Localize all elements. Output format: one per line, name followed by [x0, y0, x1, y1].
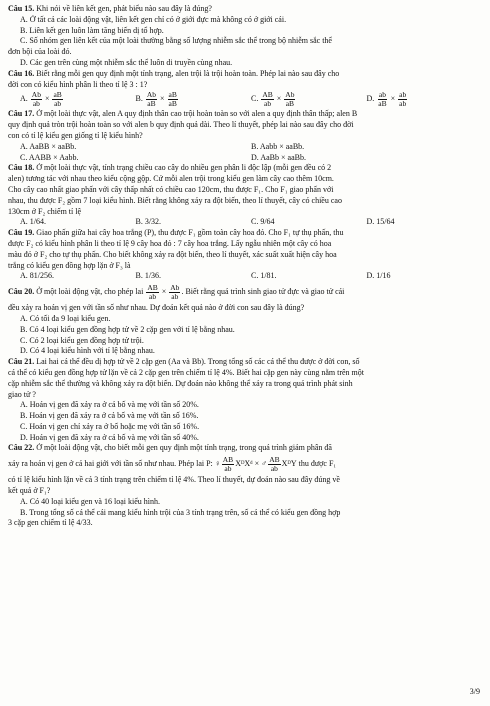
question-stem: 130cm ở F₂ chiếm tỉ lệ — [8, 206, 82, 216]
question-17 — [8, 109, 482, 163]
option-c: C. Hoán vị gen chỉ xảy ra ở bố hoặc mẹ với tần số 16%. — [20, 421, 200, 431]
option-b: B. Trong tổng số cá thể cái mang kiểu hình trội của 3 tính trạng trên, số cá thể có kiểu gen đồng hợp — [20, 507, 341, 517]
question-title: Câu 22. — [8, 443, 35, 453]
genotype-fraction: $\frac{aB}{ab}$ — [53, 90, 62, 109]
question-20: Câu 20. Ở một loài động vật, cho phép lai $\frac{AB}{ab}$ × $\frac{Ab}{ab}$ . Biết rằng quá trình sinh giao tử đực và giao tử cái đều xảy ra hoán vị gen với tần số như nhau. Dự đoán kết quả nào ở đời con sau đây là đúng? A. Có tối đa 9 loại kiểu gen. B. Có 4 loại kiểu gen đồng hợp tử về 2 cặp gen với tỉ lệ bằng nhau. C. Có 2 loại kiểu gen đồng hợp tử trội. D. Có 4 loại kiểu hình với tỉ lệ bằng nhau. — [8, 282, 482, 357]
option-c: C. $\frac{AB}{ab}$ × $\frac{Ab}{aB}$ — [251, 90, 295, 109]
question-18 — [8, 163, 482, 228]
genotype-fraction: $\frac{Ab}{aB}$ — [146, 90, 157, 109]
option-b: B. Aabb × aaBb. — [251, 141, 305, 151]
option-b: B. Có 4 loại kiểu gen đồng hợp tử về 2 cặp gen với tỉ lệ bằng nhau. — [20, 324, 235, 334]
option-b: B. Hoán vị gen đã xảy ra ở cả bố và mẹ với tần số 16%. — [20, 411, 199, 421]
question-stem: nhau, thu được F₂ gồm 7 loại kiểu hình. Biết rằng không xảy ra đột biến, theo lí thuyết, cây có chiều cao — [8, 195, 342, 205]
question-stem: Ở một loài động vật, cho phép lai — [36, 287, 144, 297]
option-c-cont: đơn bội của loài đó. — [8, 47, 72, 57]
options-row — [8, 153, 482, 164]
question-stem: . Biết rằng quá trình sinh giao tử đực và giao tử cái — [181, 287, 345, 297]
page-number: 3/9 — [469, 687, 480, 697]
option-d: D. $\frac{ab}{aB}$ × $\frac{ab}{ab}$ — [366, 90, 407, 109]
question-21 — [8, 357, 482, 443]
question-22: Câu 22. Ở một loài động vật, cho biết mỗi gen quy định một tính trạng, trong quá trình giảm phân đã xảy ra hoán vị gen ở cả hai giới với tần số như nhau. Phép lai P: ♀ $\frac{AB}{ab}$ XᴰXᵈ × ♂ $\frac{AB}{ab}$ XᴰY thu được F₁ có tỉ lệ kiểu hình lặn về cả 3 tính trạng trên chiếm tỉ lệ 4%. Theo lí thuyết, dự đoán nào sau đây đúng về kết quả ở F₁? A. Có 40 loại kiểu gen và 16 loại kiểu hình. B. Trong tổng số cá thể cái mang kiểu hình trội của 3 tính trạng trên, số cá thể có kiểu gen đồng hợp 3 cặp gen chiếm tỉ lệ 4/33. — [8, 443, 482, 529]
question-stem: đời con có kiểu hình phân li theo tỉ lệ 3 : 1? — [8, 79, 148, 89]
genotype-fraction: $\frac{aB}{aB}$ — [168, 90, 177, 109]
option-c: C. 1/81. — [251, 271, 277, 281]
fraction-options — [8, 90, 482, 109]
option-a: A. 1/64. — [20, 217, 46, 227]
question-stem: trắng có kiểu gen đồng hợp lặn ở F₃ là — [8, 260, 131, 270]
option-a: A. AaBB × aaBb. — [20, 141, 77, 151]
question-title: Câu 15. — [8, 4, 35, 13]
question-stem: giao tử ? — [8, 389, 36, 399]
option-a: A. Có tối đa 9 loại kiểu gen. — [20, 313, 111, 323]
genotype-fraction: $\frac{Ab}{ab}$ — [31, 90, 41, 109]
option-d: D. 1/16 — [366, 271, 391, 281]
option-a: A. Ở tất cả các loài động vật, liên kết gen chỉ có ở giới đực mà không có ở giới cái. — [20, 14, 287, 24]
question-stem: cặp nhiễm sắc thể thường và không xảy ra đột biến. Dự đoán nào không thể xảy ra trong quá trình phát sinh — [8, 378, 353, 388]
question-stem: Biết rằng mỗi gen quy định một tính trạng, alen trội là trội hoàn toàn. Phép lai nào sau đây cho — [36, 68, 340, 78]
question-stem: Ở một loài thực vật, alen A quy định thân cao trội hoàn toàn so với alen a quy định thân thấp; alen B — [36, 109, 358, 119]
genotype-fraction: $\frac{AB}{ab}$ — [262, 90, 273, 109]
question-stem: đều xảy ra hoán vị gen với tần số như nhau. Dự đoán kết quả nào ở đời con sau đây là đúng? — [8, 303, 305, 313]
genotype-fraction: $\frac{ab}{aB}$ — [378, 90, 387, 109]
question-title: Câu 16. — [8, 68, 35, 78]
genotype-fraction: $\frac{AB}{ab}$ — [147, 283, 158, 302]
question-stem: được F₂ có kiểu hình phân li theo tỉ lệ 9 cây hoa đỏ : 7 cây hoa trắng. Lấy ngẫu nhiên một cây có hoa — [8, 238, 332, 248]
option-c: C. Có 2 loại kiểu gen đồng hợp tử trội. — [20, 335, 144, 345]
option-c: C. 9/64 — [251, 217, 275, 227]
genotype-fraction: $\frac{AB}{ab}$ — [222, 455, 234, 474]
option-b-cont: 3 cặp gen chiếm tỉ lệ 4/33. — [8, 518, 93, 528]
genotype-fraction: $\frac{Ab}{aB}$ — [285, 90, 295, 109]
question-stem: có tỉ lệ kiểu hình lặn về cả 3 tính trạng trên chiếm tỉ lệ 4%. Theo lí thuyết, dự đoán nào sau đây đúng về — [8, 475, 340, 485]
question-stem: kết quả ở F₁? — [8, 486, 51, 496]
genotype-fraction: $\frac{ab}{ab}$ — [399, 90, 407, 109]
question-stem: xảy ra hoán vị gen ở cả hai giới với tần số như nhau. Phép lai P: — [8, 459, 213, 469]
question-stem: quy định quả tròn trội hoàn toàn so với alen b quy định quả dài. Theo lí thuyết, phép lai nào sau đây cho đời — [8, 120, 354, 130]
option-a: A. Hoán vị gen đã xảy ra ở cả bố và mẹ với tần số 20%. — [20, 400, 199, 410]
question-stem: alen) tương tác với nhau theo kiểu cộng gộp. Cứ mỗi alen trội trong kiểu gen làm cây cao thêm 10cm. — [8, 174, 334, 184]
option-b: B. 3/32. — [135, 217, 162, 227]
question-title: Câu 20. — [8, 287, 35, 297]
option-a: A. 81/256. — [20, 271, 54, 281]
male-symbol: ♂ — [261, 459, 268, 469]
option-label: C. — [251, 94, 259, 104]
question-stem: Ở một loài thực vật, tính trạng chiều cao cây do nhiều gen phân li độc lập (mỗi gen đều có 2 — [36, 163, 332, 173]
option-c: C. Số nhóm gen liên kết của một loài thường bằng số lượng nhiễm sắc thể trong bộ nhiễm sắc thể — [20, 36, 332, 46]
option-d: D. AaBb × aaBb. — [251, 152, 306, 162]
question-stem: Khi nói về liên kết gen, phát biểu nào sau đây là đúng? — [36, 4, 212, 13]
question-stem: màu đỏ ở F₂ cho tự thụ phấn. Cho biết không xảy ra đột biến, theo lí thuyết, xác suất xuất hiện cây hoa — [8, 249, 337, 259]
options-row — [8, 217, 482, 228]
question-15 — [8, 4, 482, 69]
option-d: D. Hoán vị gen đã xảy ra ở cả bố và mẹ với tần số 40%. — [20, 432, 199, 442]
option-d: D. Có 4 loại kiểu hình với tỉ lệ bằng nhau. — [20, 346, 155, 356]
question-stem: Ở một loài động vật, cho biết mỗi gen quy định một tính trạng, trong quá trình giảm phân đã — [36, 443, 332, 453]
option-b: B. 1/36. — [135, 271, 162, 281]
option-a: A. Có 40 loại kiểu gen và 16 loại kiểu hình. — [20, 496, 160, 506]
option-label: D. — [366, 94, 375, 104]
question-stem: cá thể có kiểu gen đồng hợp tử lặn về cả 2 cặp gen trên chiếm tỉ lệ 4%. Biết hai cặp gen này cùng nằm trên một — [8, 367, 364, 377]
options-row — [8, 142, 482, 153]
option-a: A. $\frac{Ab}{ab}$ × $\frac{aB}{ab}$ — [20, 90, 62, 109]
sex-chromosome: XᴰY — [281, 459, 297, 469]
option-b: B. Liên kết gen luôn làm tăng biến dị tổ hợp. — [20, 25, 164, 35]
option-label: A. — [20, 94, 28, 104]
female-symbol: ♀ — [214, 459, 221, 469]
sex-chromosome: XᴰXᵈ — [235, 459, 253, 469]
option-b: B. $\frac{Ab}{aB}$ × $\frac{aB}{aB}$ — [135, 90, 177, 109]
genotype-fraction: $\frac{AB}{ab}$ — [269, 455, 280, 474]
question-stem: thu được F₁ — [298, 459, 337, 469]
question-stem: con có tỉ lệ kiểu gen giống tỉ lệ kiểu hình? — [8, 130, 143, 140]
question-title: Câu 19. — [8, 228, 35, 238]
genotype-fraction: $\frac{Ab}{ab}$ — [170, 283, 180, 302]
question-stem: Giao phấn giữa hai cây hoa trắng (P), thu được F₁ gồm toàn cây hoa đỏ. Cho F₁ tự thụ phấn, thu — [36, 228, 344, 238]
option-c: C. AABB × Aabb. — [20, 152, 79, 162]
option-d: D. 15/64 — [366, 217, 395, 227]
question-title: Câu 21. — [8, 357, 35, 367]
option-d: D. Các gen trên cùng một nhiễm sắc thể luôn di truyền cùng nhau. — [20, 57, 233, 67]
options-row — [8, 271, 482, 282]
question-title: Câu 18. — [8, 163, 35, 173]
question-stem: Cho cây cao nhất giao phấn với cây thấp nhất có chiều cao 120cm, thu được F₁. Cho F₁ giao phấn với — [8, 184, 334, 194]
question-19 — [8, 228, 482, 282]
question-stem: Lai hai cá thể đều dị hợp tử về 2 cặp gen (Aa và Bb). Trong tổng số các cá thể thu được ở đời con, số — [36, 357, 360, 367]
question-16 — [8, 69, 482, 110]
question-title: Câu 17. — [8, 109, 35, 119]
option-label: B. — [135, 94, 143, 104]
